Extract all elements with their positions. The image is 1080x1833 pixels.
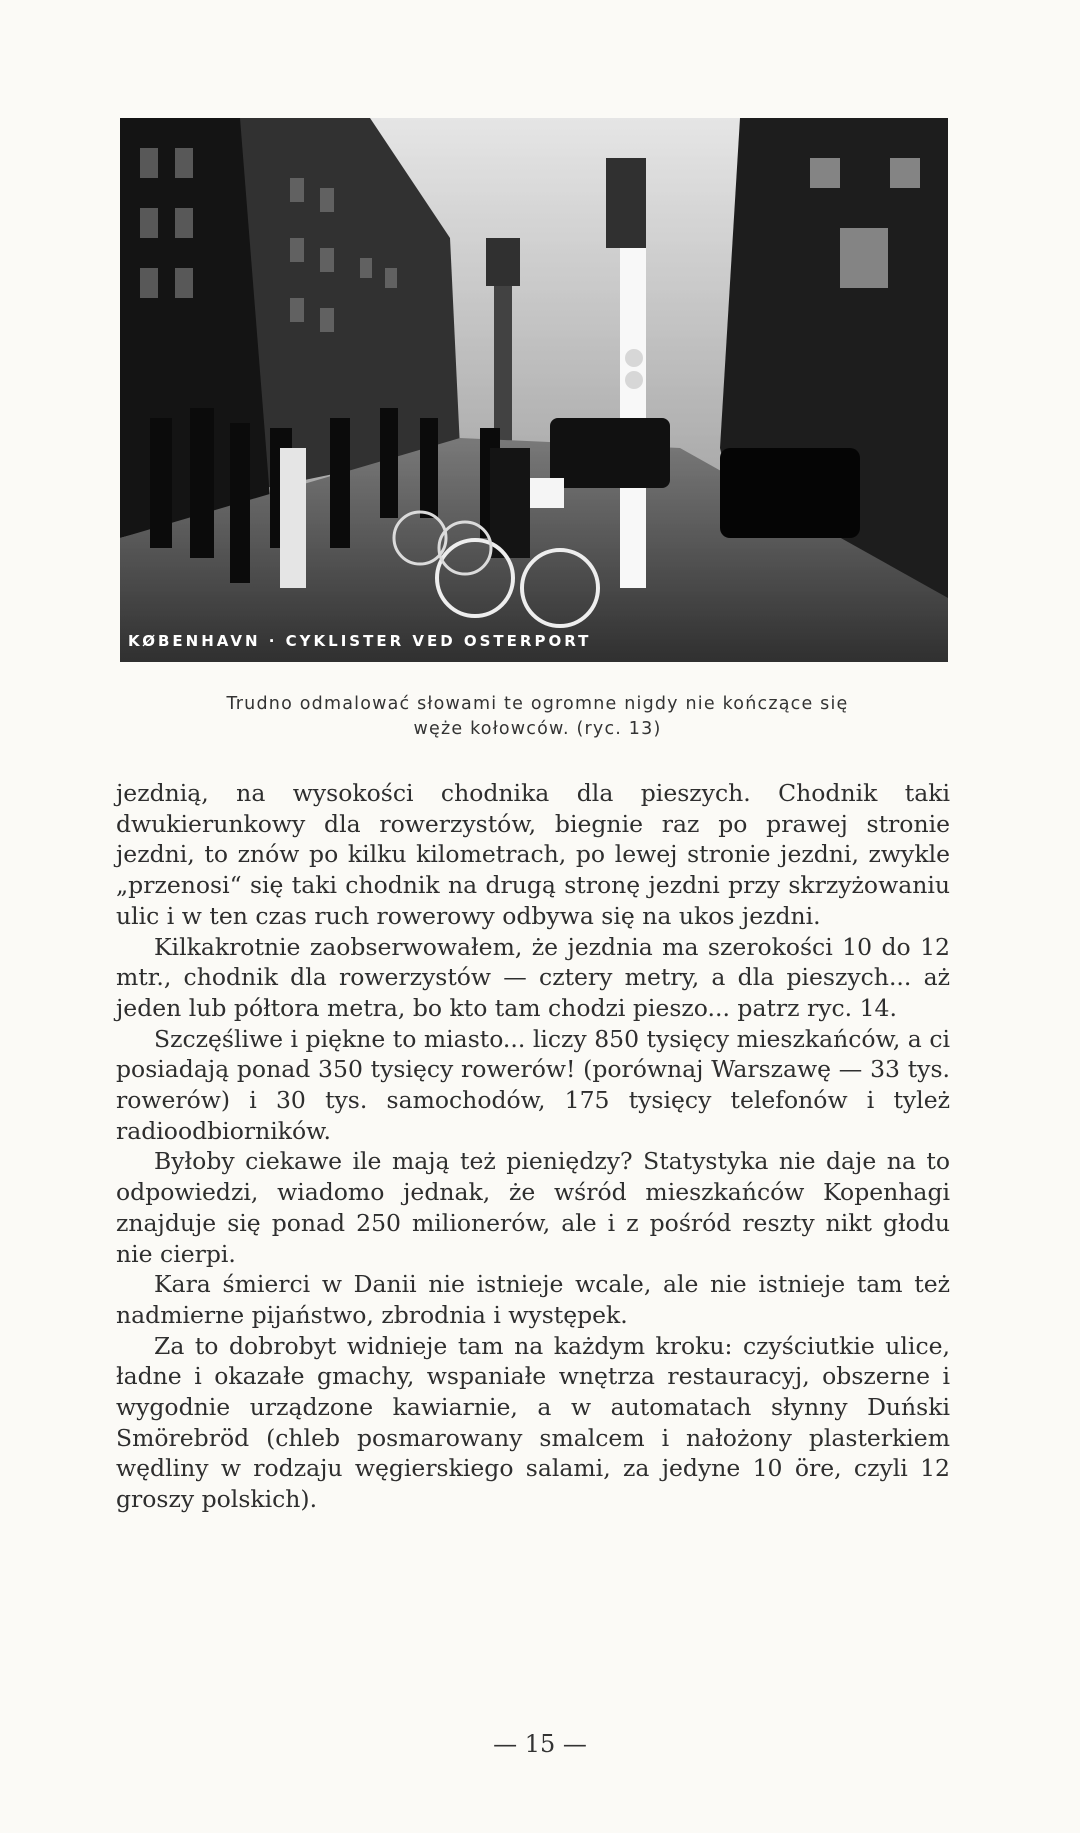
street-photo: [120, 118, 948, 662]
caption-line-1: Trudno odmalować słowami te ogromne nigdy nie kończące się: [226, 694, 849, 714]
paragraph-1: jezdnią, na wysokości chodnika dla pieszych. Chodnik taki dwukierunkowy dla rowerzystów, biegnie raz po prawej stronie jezdni, to znów po kilku kilometrach, po lewej stronie jezdni, zwykle „przenosi“ się taki chodnik na drugą stronę jezdni przy skrzyżowaniu ulic i w ten czas ruch rowerowy odbywa się na ukos jezdni.: [116, 779, 950, 930]
paragraph-5: Kara śmierci w Danii nie istnieje wcale, ale nie istnieje tam też nadmierne pijaństwo, zbrodnia i występek.: [116, 1270, 950, 1329]
photo-overlay-text: KØBENHAVN · CYKLISTER VED OSTERPORT: [128, 632, 592, 650]
page-number: — 15 —: [493, 1730, 587, 1758]
paragraph-6: Za to dobrobyt widnieje tam na każdym kroku: czyściutkie ulice, ładne i okazałe gmachy, wspaniałe wnętrza restauracyj, obszerne i wygodnie urządzone kawiarnie, a w automatach słynny Duński Smörebröd (chleb posmarowany smalcem i nałożony plasterkiem wędliny w rodzaju węgierskiego salami, za jedyne 10 öre, czyli 12 groszy polskich).: [116, 1331, 950, 1514]
copenhagen-cyclists-photo: [120, 118, 948, 662]
paragraph-4: Byłoby ciekawe ile mają też pieniędzy? Statystyka nie daje na to odpowiedzi, wiadomo jednak, że wśród mieszkańców Kopenhagi znajduje się ponad 250 milionerów, ale i z pośród reszty nikt głodu nie cierpi.: [116, 1147, 950, 1268]
caption-line-2: węże kołowców. (ryc. 13): [413, 719, 662, 739]
body-text: [116, 778, 950, 1515]
paragraph-3: Szczęśliwe i piękne to miasto... liczy 850 tysięcy mieszkańców, a ci posiadają ponad 350 tysięcy rowerów! (porównaj Warszawę — 33 tys. rowerów) i 30 tys. samochodów, 175 tysięcy telefonów i tyleż radioodbiorników.: [116, 1024, 950, 1145]
photo-caption: [130, 692, 945, 742]
paragraph-2: Kilkakrotnie zaobserwowałem, że jezdnia ma szerokości 10 do 12 mtr., chodnik dla rowerzystów — cztery metry, a dla pieszych... aż jeden lub półtora metra, bo kto tam chodzi pieszo... patrz ryc. 14.: [116, 932, 950, 1022]
